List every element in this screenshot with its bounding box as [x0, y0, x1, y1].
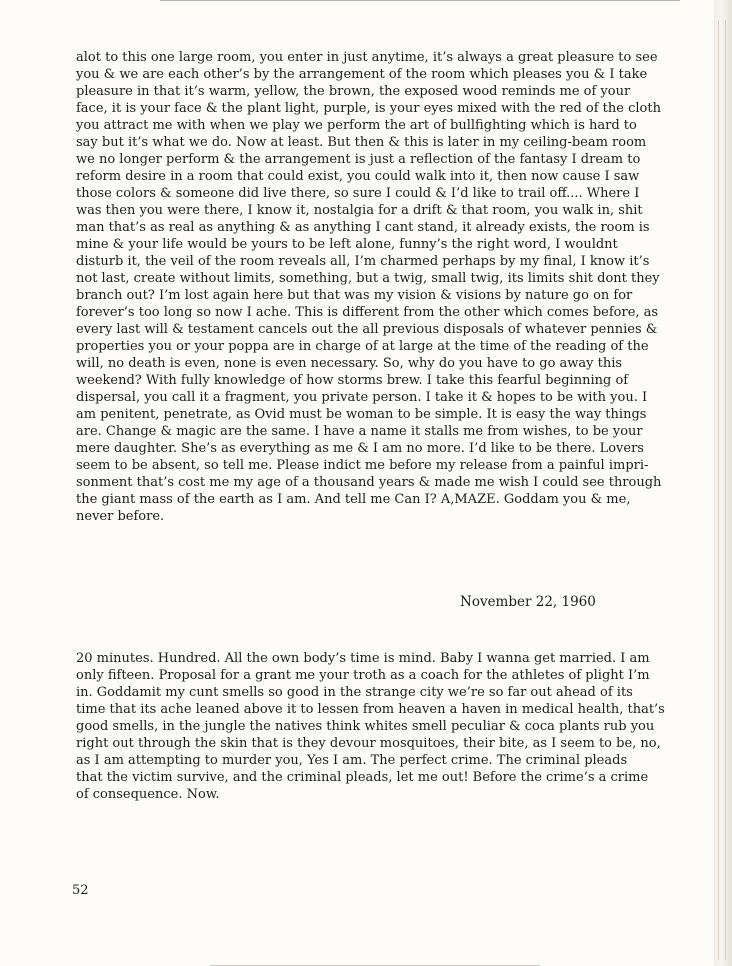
- body-paragraph-1: alot to this one large room, you enter in just anytime, it’s always a great pleasure to see you & we are each other’s by the arrangement of the room which pleases you & I take pleasure in that it’s warm, yellow, the brown, the exposed wood reminds me of your face, it is your face & the plant light, purple, is your eyes mixed with the red of the cloth you attract me with when we play we perform the art of bullfighting which is hard to say but it’s what we do. Now at least. But then & this is later in my ceiling-beam room we no longer perform & the arrangement is just a reflection of the fantasy I dream to reform desire in a room that could exist, you could walk into it, then now cause I saw those colors & someone did live there, so sure I could & I’d like to trail off.... Where I was then you were there, I know it, nostalgia for a drift & that room, you walk in, shit man that’s as real as anything & as anything I cant stand, it already exists, the room is mine & your life would be yours to be left alone, funny’s the right word, I wouldnt disturb it, the veil of the room reveals all, I’m charmed perhaps by my final, I know it’s not last, create without limits, something, but a twig, small twig, its limits shit dont they branch out? I’m lost again here but that was my vision & visions by nature go on for forever’s too long so now I ache. This is different from the other which comes before, as every last will & testament cancels out the all previous disposals of whatever pennies & properties you or your poppa are in charge of at large at the time of the reading of the will, no death is even, none is even necessary. So, why do you have to go away this weekend? With fully knowledge of how storms brew. I take this fearful beginning of dispersal, you call it a fragment, you private person. I take it & hopes to be with you. I am penitent, penetrate, as Ovid must be woman to be simple. It is easy the way things are. Change & magic are the same. I have a name it stalls me from wishes, to be your mere daughter. She’s as everything as me & I am no more. I’d like to be there. Lovers seem to be absent, so tell me. Please indict me before my release from a painful impri- sonment that’s cost me my age of a thousand years & made me wish I could see through the giant mass of the earth as I am. And tell me Can I? A,MAZE. Goddam you & me, never before.: [76, 50, 662, 524]
- page-edge-line: [725, 20, 726, 960]
- page-edge: [714, 0, 732, 966]
- top-edge-shadow: [160, 0, 680, 1]
- entry-date: November 22, 1960: [460, 594, 596, 610]
- page-edge-line: [718, 20, 719, 960]
- page-number: 52: [72, 883, 89, 898]
- body-paragraph-2: 20 minutes. Hundred. All the own body’s time is mind. Baby I wanna get married. I am only fifteen. Proposal for a grant me your troth as a coach for the athletes of plight I’m in. Goddamit my cunt smells so good in the strange city we’re so far out ahead of its time that its ache leaned above it to lessen from heaven a haven in medical health, that’s good smells, in the jungle the natives think whites smell peculiar & coca plants rub you right out through the skin that is they devour mosquitoes, their bite, as I seem to be, no, as I am attempting to murder you, Yes I am. The perfect crime. The criminal pleads that the victim survive, and the criminal pleads, let me out! Before the crime’s a crime of consequence. Now.: [76, 651, 665, 802]
